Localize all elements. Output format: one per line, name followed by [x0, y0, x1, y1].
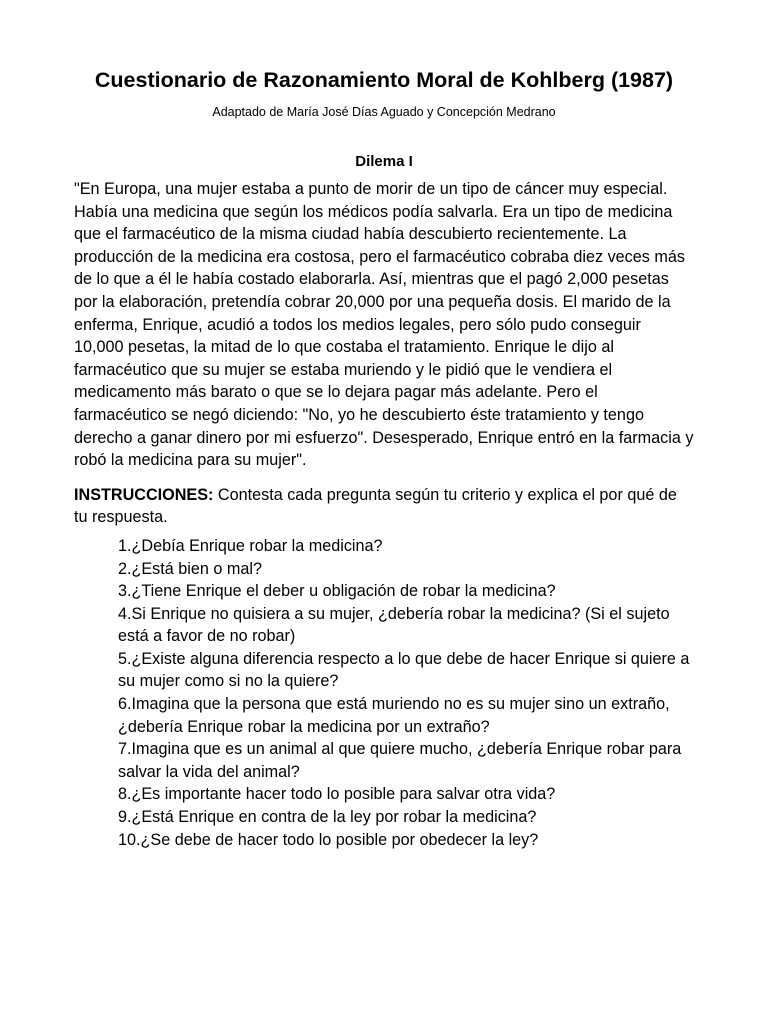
document-subtitle: Adaptado de María José Días Aguado y Concepción Medrano	[212, 105, 556, 119]
dilemma-story: "En Europa, una mujer estaba a punto de morir de un tipo de cáncer muy especial. Había una medicina que según los médicos podía salvarla. Era un tipo de medicina que el farmacéutico de la misma ciudad había descubierto recientemente. La producción de la medicina era costosa, pero el farmacéutico cobraba diez veces más de lo que a él le había costado elaborarla. Así, mientras que el pagó 2,000 pesetas por la elaboración, pretendía cobrar 20,000 por una pequeña dosis. El marido de la enferma, Enrique, acudió a todos los medios legales, pero sólo pudo conseguir 10,000 pesetas, la mitad de lo que costaba el tratamiento. Enrique le dijo al farmacéutico que su mujer se estaba muriendo y le pidió que le vendiera el medicamento más barato o que se lo dejara pagar más adelante. Pero el farmacéutico se negó diciendo: "No, yo he descubierto éste tratamiento y tengo derecho a ganar dinero por mi esfuerzo". Desesperado, Enrique entró en la farmacia y robó la medicina para su mujer".	[74, 180, 694, 470]
question-item: 5.¿Existe alguna diferencia respecto a lo que debe de hacer Enrique si quiere a su mujer como si no la quiere?	[118, 649, 690, 691]
question-item: 4.Si Enrique no quisiera a su mujer, ¿debería robar la medicina? (Si el sujeto está a favor de no robar)	[118, 604, 670, 646]
question-item: 2.¿Está bien o mal?	[118, 559, 262, 578]
question-item: 1.¿Debía Enrique robar la medicina?	[118, 536, 383, 555]
question-item: 3.¿Tiene Enrique el deber u obligación de robar la medicina?	[118, 582, 556, 601]
question-item: 10.¿Se debe de hacer todo lo posible por obedecer la ley?	[118, 830, 539, 849]
document-title: Cuestionario de Razonamiento Moral de Kohlberg (1987)	[94, 68, 674, 92]
question-list	[74, 535, 694, 851]
instructions-paragraph	[74, 484, 694, 529]
question-item: 9.¿Está Enrique en contra de la ley por robar la medicina?	[118, 808, 537, 827]
question-item: 6.Imagina que la persona que está muriendo no es su mujer sino un extraño, ¿debería Enrique robar la medicina por un extraño?	[118, 695, 670, 736]
question-item: 8.¿Es importante hacer todo lo posible para salvar otra vida?	[118, 785, 556, 804]
section-heading: Dilema I	[355, 153, 413, 170]
instructions-label: INSTRUCCIONES:	[74, 485, 214, 504]
question-item: 7.Imagina que es un animal al que quiere mucho, ¿debería Enrique robar para salvar la vida del animal?	[118, 740, 682, 781]
instructions-text: Contesta cada pregunta según tu criterio y explica el por qué de tu respuesta.	[74, 485, 677, 527]
